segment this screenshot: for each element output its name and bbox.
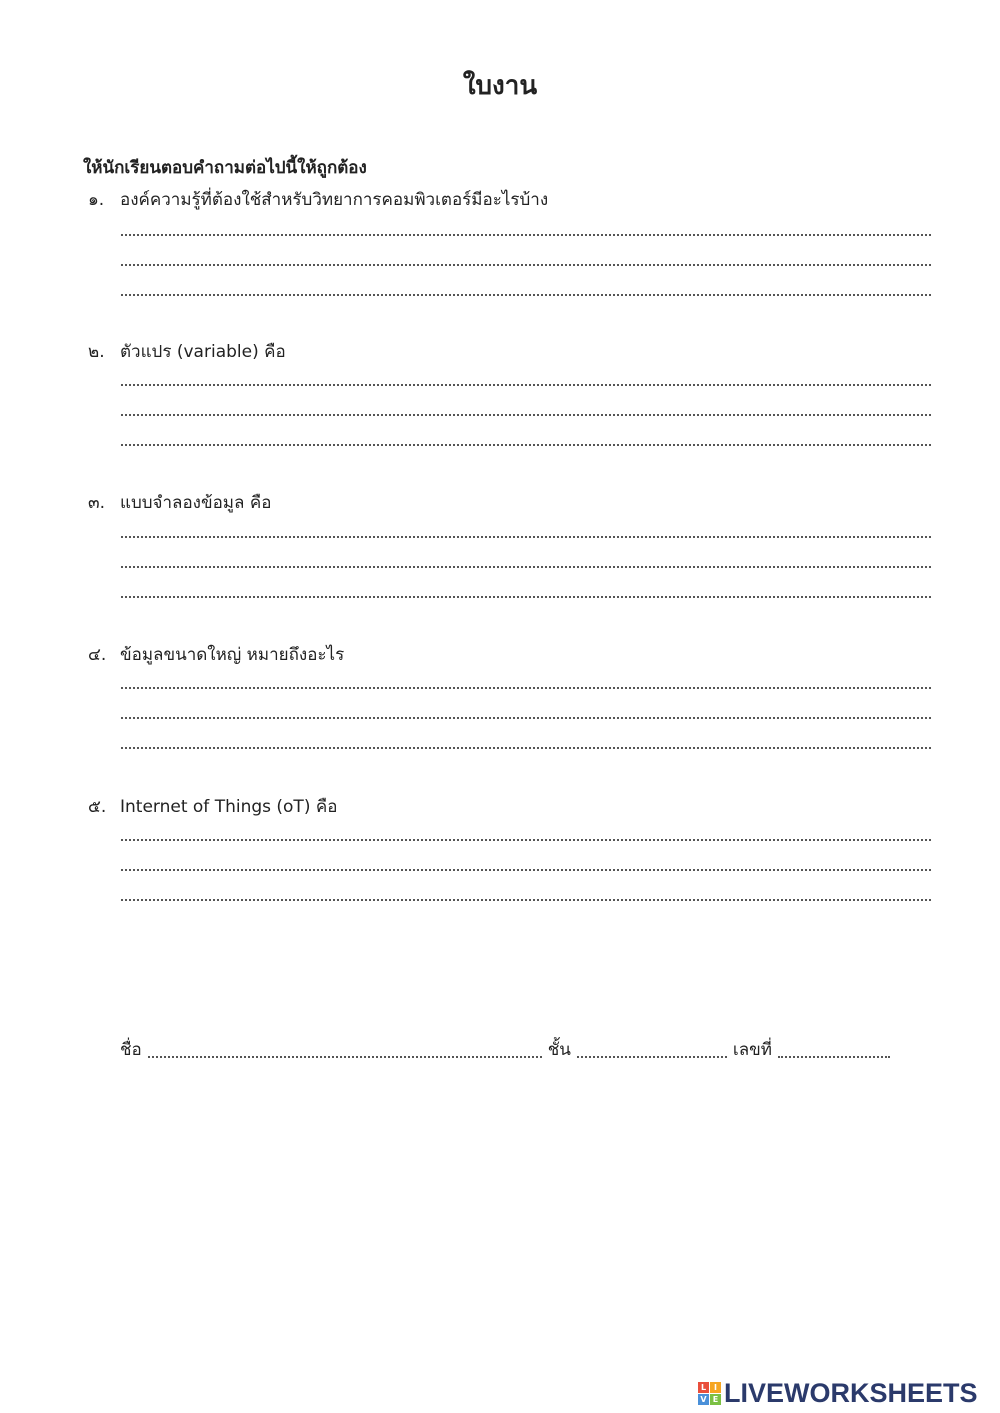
answer-line[interactable]	[121, 536, 931, 538]
question-number: ๒.	[88, 342, 105, 362]
answer-line[interactable]	[121, 839, 931, 841]
page-title: ใบงาน	[462, 71, 538, 101]
logo-mark-icon	[698, 1382, 721, 1405]
answer-line[interactable]	[121, 384, 931, 386]
answer-line[interactable]	[121, 596, 931, 598]
answer-line[interactable]	[121, 444, 931, 446]
answer-line[interactable]	[121, 717, 931, 719]
question-number: ๕.	[88, 797, 107, 817]
question-number: ๔.	[88, 645, 107, 665]
answer-line[interactable]	[121, 869, 931, 871]
answer-line[interactable]	[121, 747, 931, 749]
question-number: ๑.	[88, 190, 105, 210]
answer-line[interactable]	[121, 294, 931, 296]
logo-mark-letter: L	[698, 1382, 709, 1393]
instruction-text: ให้นักเรียนตอบคำถามต่อไปนี้ให้ถูกต้อง	[83, 158, 367, 178]
question-text: Internet of Things (oT) คือ	[120, 797, 338, 817]
answer-line[interactable]	[121, 234, 931, 236]
class-field[interactable]	[577, 1056, 727, 1058]
logo-text: LIVEWORKSHEETS	[724, 1378, 978, 1408]
liveworksheets-logo	[698, 1378, 978, 1408]
question-text: ข้อมูลขนาดใหญ่ หมายถึงอะไร	[120, 645, 345, 665]
student-info-line	[120, 1036, 896, 1064]
question-number: ๓.	[88, 493, 106, 513]
answer-line[interactable]	[121, 899, 931, 901]
name-field[interactable]	[148, 1056, 542, 1058]
answer-line[interactable]	[121, 566, 931, 568]
answer-line[interactable]	[121, 414, 931, 416]
logo-mark-letter: E	[710, 1394, 721, 1405]
question-text: องค์ความรู้ที่ต้องใช้สำหรับวิทยาการคอมพิวเตอร์มีอะไรบ้าง	[120, 190, 549, 210]
question-text: แบบจำลองข้อมูล คือ	[120, 493, 272, 513]
question-text: ตัวแปร (variable) คือ	[120, 342, 286, 362]
number-label: เลขที่	[732, 1040, 772, 1060]
answer-line[interactable]	[121, 687, 931, 689]
answer-line[interactable]	[121, 264, 931, 266]
class-label: ชั้น	[547, 1040, 571, 1060]
name-label: ชื่อ	[120, 1040, 142, 1060]
logo-mark-letter: V	[698, 1394, 709, 1405]
logo-mark-letter: I	[710, 1382, 721, 1393]
number-field[interactable]	[778, 1056, 890, 1058]
